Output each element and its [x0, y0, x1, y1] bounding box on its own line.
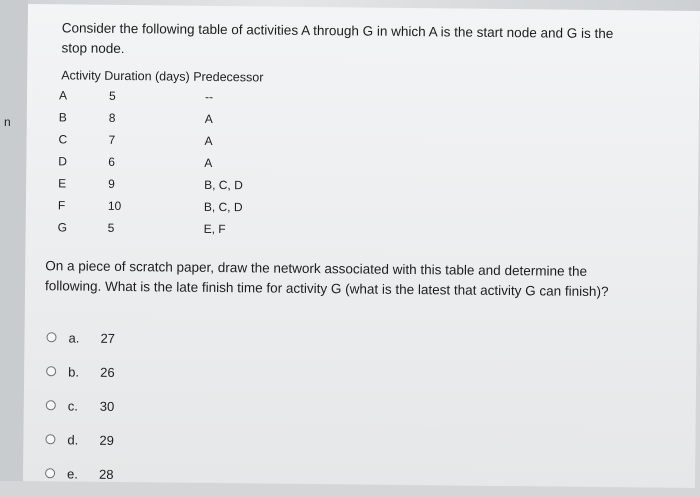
option-value: 30 [99, 398, 115, 414]
question-intro [61, 18, 671, 64]
question-intro-line-2: stop node. [61, 40, 125, 57]
predecessor-cell: A [204, 111, 213, 126]
question-card [23, 4, 700, 488]
question-intro-line-1: Consider the following table of activities A through G in which A is the start node and G is the [61, 20, 614, 42]
left-edge-text: n [4, 115, 11, 129]
duration-cell: 8 [108, 110, 116, 125]
option-letter: c. [67, 397, 79, 414]
duration-cell: 9 [108, 176, 115, 191]
answer-options [45, 320, 115, 491]
option-value: 28 [99, 466, 114, 482]
duration-cell: 6 [108, 154, 116, 169]
activity-cell: D [58, 154, 68, 169]
radio-button[interactable] [46, 332, 56, 342]
option-value: 29 [99, 432, 114, 448]
table-header: Activity Duration (days) Predecessor [61, 68, 264, 85]
activity-table [26, 86, 428, 244]
question-body-line-2: following. What is the late finish time for activity G (what is the latest that activity G can finish)? [44, 278, 609, 300]
option-letter: e. [67, 465, 79, 482]
option-letter: a. [68, 329, 80, 346]
option-value: 26 [100, 364, 115, 380]
option-b[interactable] [46, 354, 115, 389]
predecessor-cell: A [204, 133, 213, 148]
predecessor-cell: A [204, 155, 213, 170]
radio-button[interactable] [46, 400, 56, 410]
predecessor-cell: -- [204, 89, 214, 104]
radio-button[interactable] [46, 366, 56, 376]
option-value: 27 [100, 330, 116, 346]
option-letter: d. [67, 431, 79, 448]
activity-cell: F [57, 198, 66, 213]
predecessor-cell: E, F [203, 221, 226, 237]
question-body [45, 256, 685, 303]
question-body-line-1: On a piece of scratch paper, draw the network associated with this table and determine the [45, 258, 588, 279]
table-row [26, 218, 426, 244]
activity-cell: A [58, 88, 68, 103]
activity-cell: E [58, 176, 67, 191]
duration-cell: 7 [108, 132, 116, 147]
activity-cell: C [58, 132, 68, 147]
activity-cell: B [58, 110, 67, 125]
radio-button[interactable] [45, 434, 55, 444]
duration-cell: 5 [107, 220, 115, 235]
activity-cell: G [57, 220, 68, 235]
duration-cell: 5 [108, 88, 116, 103]
option-c[interactable] [46, 388, 115, 423]
radio-button[interactable] [45, 468, 55, 478]
predecessor-cell: B, C, D [204, 177, 243, 193]
option-letter: b. [68, 363, 80, 380]
predecessor-cell: B, C, D [203, 199, 243, 215]
option-a[interactable] [46, 320, 115, 355]
duration-cell: 10 [107, 198, 122, 213]
option-d[interactable] [45, 422, 114, 457]
option-e[interactable] [45, 456, 114, 491]
